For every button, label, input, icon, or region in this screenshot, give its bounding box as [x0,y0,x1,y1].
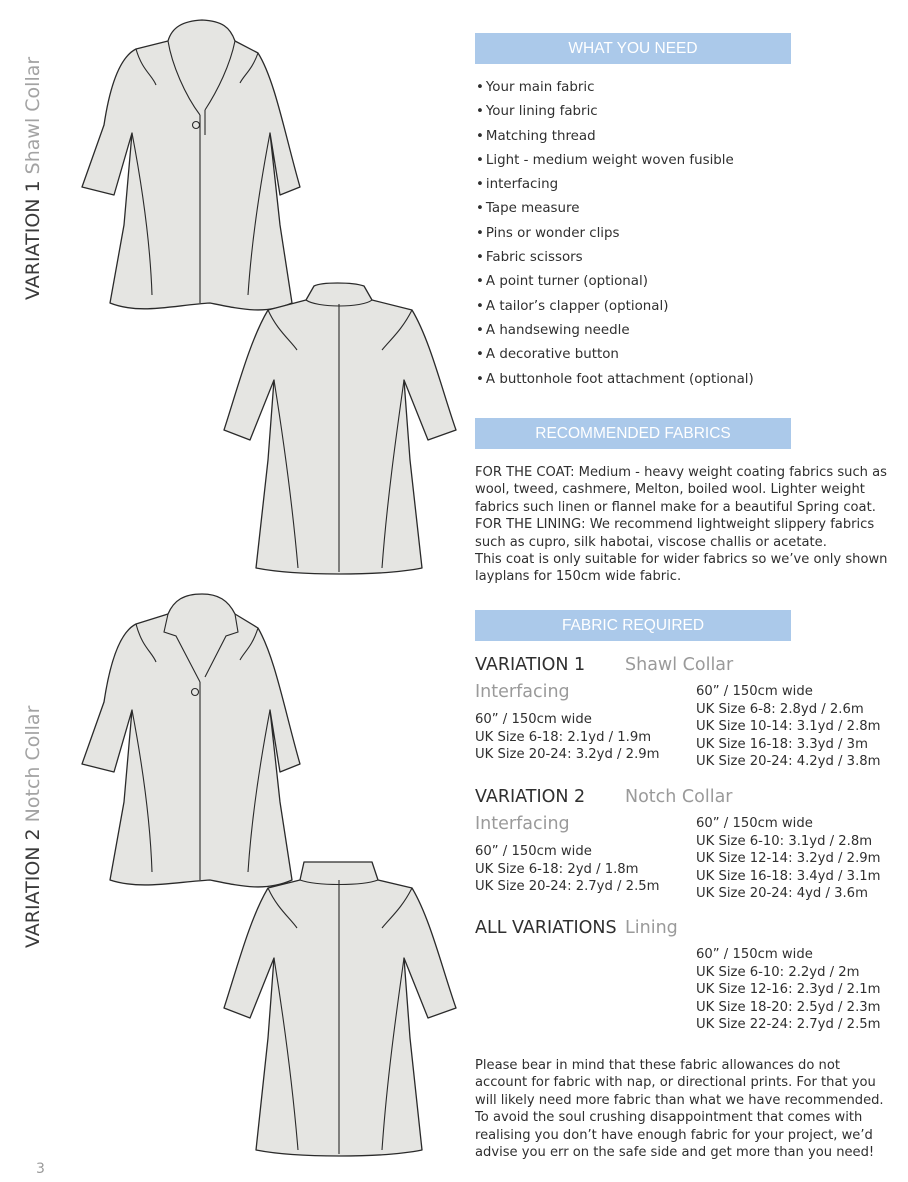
coat-fabric-text: FOR THE COAT: Medium - heavy weight coating fabrics such as wool, tweed, cashmere, Melton, boiled wool. Lighter weight fabrics such linen or flannel make for a beautiful Spring coat. [475,465,887,515]
list-item: • A buttonhole foot attachment (optional) [476,370,754,394]
lining-amounts [696,946,881,1034]
notch-coat-front-illustration [80,592,300,892]
note-text: Please bear in mind that these fabric allowances do not account for fabric with nap, or directional prints. For that you will likely need more fabric than what we have recommended. To avoid the soul crushing disappointment that comes with realising you don’t have enough fabric for your project, we’d advise you err on the safe side and get more than you need! [475,1058,884,1161]
amount-line: 60” / 150cm wide [475,712,592,727]
list-item: • Fabric scissors [476,248,754,272]
variation-1-side-label [22,57,44,300]
amount-line: UK Size 10-14: 3.1yd / 2.8m [696,719,881,734]
variation-1-style-title: Shawl Collar [625,655,734,675]
list-item: • Your main fabric [476,78,754,102]
what-you-need-list [476,78,754,394]
amount-line: UK Size 20-24: 3.2yd / 2.9m [475,747,660,762]
amount-line: UK Size 12-16: 2.3yd / 2.1m [696,982,881,997]
list-item: • interfacing [476,175,754,199]
variation-1-title: VARIATION 1 [475,655,586,675]
amount-line: UK Size 6-18: 2.1yd / 1.9m [475,729,652,745]
amount-line: UK Size 18-20: 2.5yd / 2.3m [696,999,881,1015]
all-variations-title: ALL VARIATIONS [475,918,617,938]
variation-1-label: VARIATION 1 [22,180,44,300]
fabric-allowance-note [475,1057,893,1161]
what-you-need-heading: WHAT YOU NEED [475,33,791,64]
variation-2-interfacing-label: Interfacing [475,814,570,834]
list-item: • A tailor’s clapper (optional) [476,297,754,321]
variation-2-side-label [22,706,44,948]
fabric-required-heading: FABRIC REQUIRED [475,610,791,641]
variation-2-interfacing-amounts [475,843,660,896]
amount-line: UK Size 6-18: 2yd / 1.8m [475,861,639,877]
amount-line: 60” / 150cm wide [696,947,813,962]
fabric-width-text: This coat is only suitable for wider fabrics so we’ve only shown layplans for 150cm wide fabric. [475,552,888,585]
variation-1-style: Shawl Collar [22,56,44,175]
all-variations-style: Lining [625,918,678,938]
variation-1-interfacing-label: Interfacing [475,682,570,702]
notch-coat-back-illustration [222,858,458,1158]
variation-2-style-title: Notch Collar [625,787,733,807]
list-item: • Matching thread [476,127,754,151]
shawl-coat-back-illustration [222,280,458,575]
list-item: • A handsewing needle [476,321,754,345]
recommended-fabrics-heading: RECOMMENDED FABRICS [475,418,791,449]
variation-2-main-amounts [696,815,881,903]
amount-line: 60” / 150cm wide [475,844,592,859]
amount-line: UK Size 6-8: 2.8yd / 2.6m [696,701,864,717]
amount-line: UK Size 16-18: 3.3yd / 3m [696,736,868,752]
list-item: • A point turner (optional) [476,272,754,296]
shawl-coat-front-illustration [80,15,300,315]
list-item: • Your lining fabric [476,102,754,126]
recommended-fabrics-text [475,464,900,586]
amount-line: UK Size 20-24: 4.2yd / 3.8m [696,754,881,769]
amount-line: UK Size 16-18: 3.4yd / 3.1m [696,868,881,884]
list-item: • A decorative button [476,345,754,369]
list-item: • Tape measure [476,199,754,223]
amount-line: UK Size 20-24: 2.7yd / 2.5m [475,879,660,894]
page-number: 3 [36,1161,45,1177]
lining-fabric-text: FOR THE LINING: We recommend lightweight slippery fabrics such as cupro, silk habotai, viscose challis or acetate. [475,517,875,550]
amount-line: 60” / 150cm wide [696,684,813,699]
variation-2-style: Notch Collar [22,705,44,823]
variation-2-label: VARIATION 2 [22,828,44,948]
amount-line: UK Size 6-10: 2.2yd / 2m [696,964,860,980]
amount-line: UK Size 6-10: 3.1yd / 2.8m [696,833,873,849]
amount-line: UK Size 12-14: 3.2yd / 2.9m [696,851,881,866]
variation-2-title: VARIATION 2 [475,787,586,807]
amount-line: UK Size 22-24: 2.7yd / 2.5m [696,1017,881,1032]
variation-1-main-amounts [696,683,881,771]
list-item: • Pins or wonder clips [476,224,754,248]
amount-line: 60” / 150cm wide [696,816,813,831]
list-item: • Light - medium weight woven fusible [476,151,754,175]
amount-line: UK Size 20-24: 4yd / 3.6m [696,886,868,901]
variation-1-interfacing-amounts [475,711,660,764]
